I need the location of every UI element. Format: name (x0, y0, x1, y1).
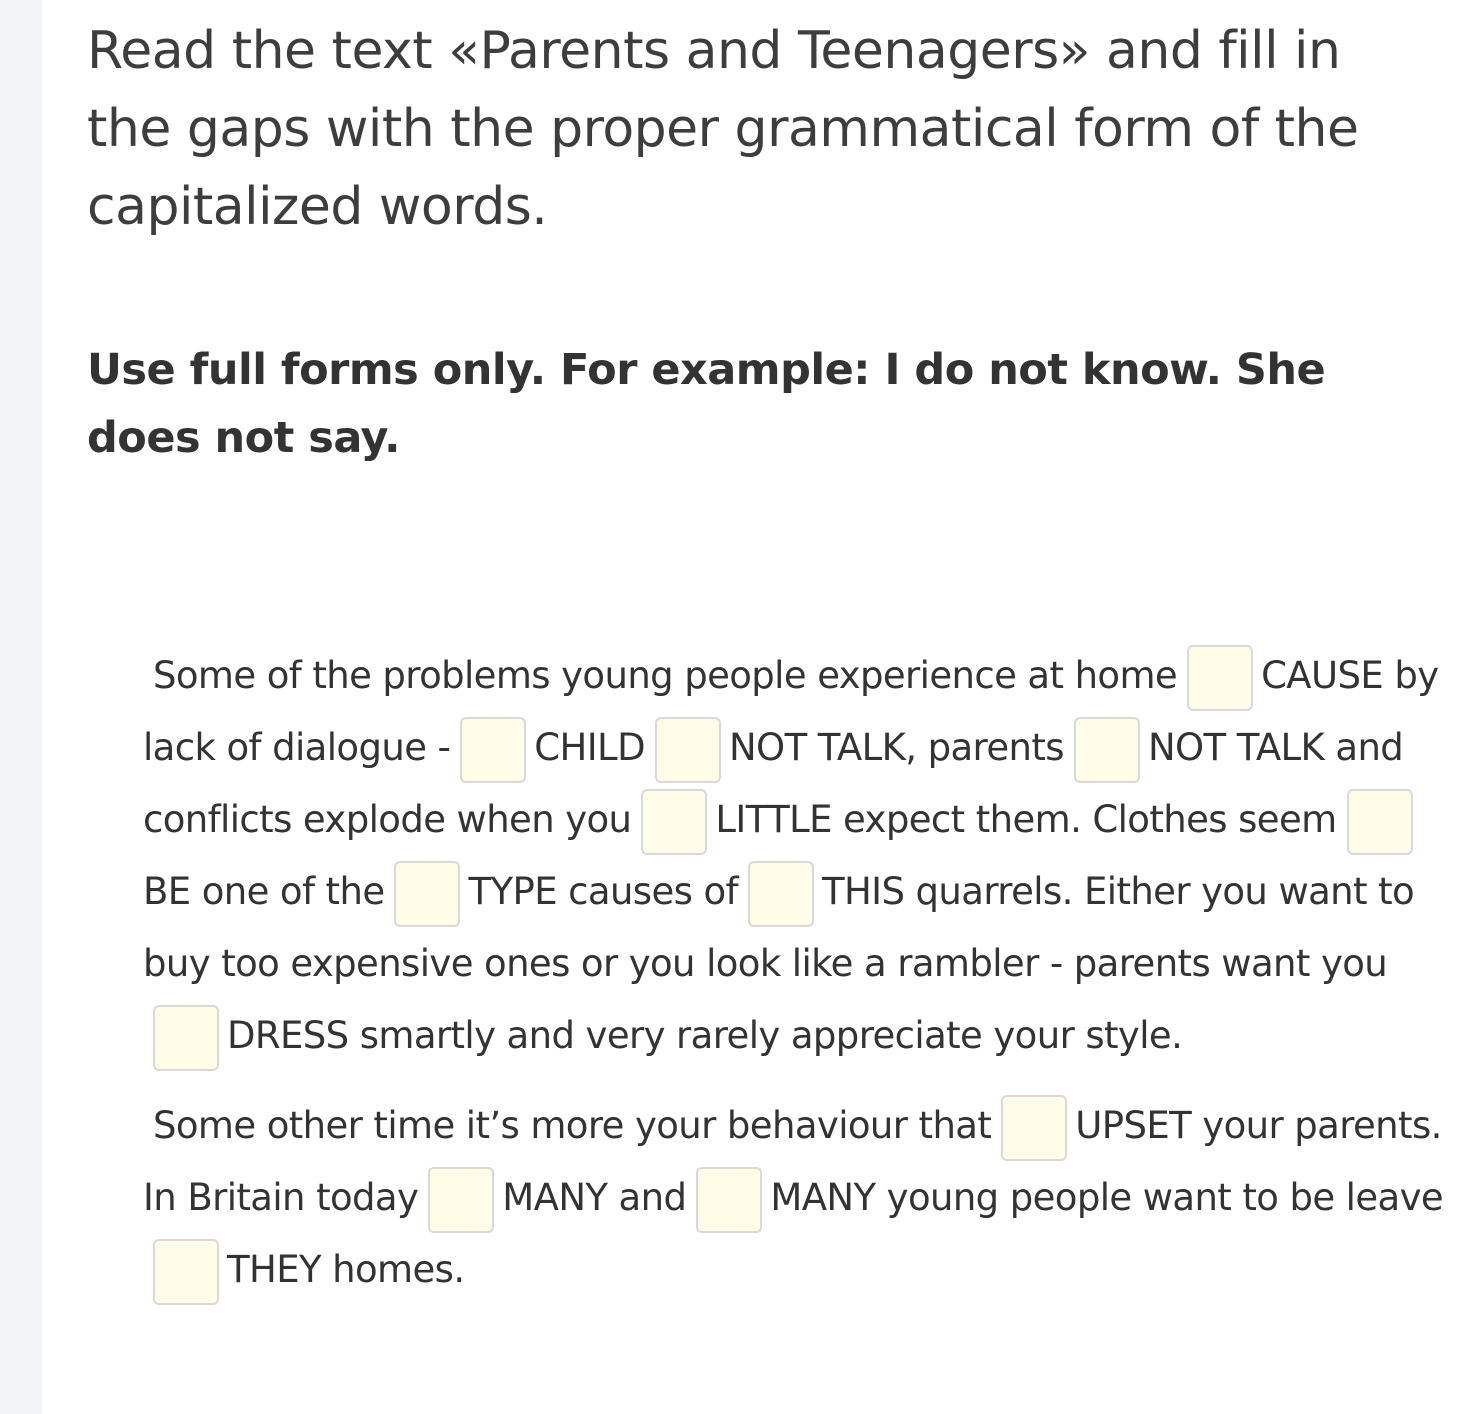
gap-input-5[interactable] (641, 789, 707, 855)
passage-text: BE one of the (143, 870, 385, 913)
passage-text: MANY and (502, 1176, 687, 1219)
gap-input-6[interactable] (1347, 789, 1413, 855)
passage-text: UPSET your parents. In Britain today (143, 1104, 1442, 1219)
gap-input-2[interactable] (460, 717, 526, 783)
task-note: Use full forms only. For example: I do not know. She does not say. (87, 345, 1326, 463)
passage-text: TYPE causes of (468, 870, 738, 913)
passage-text: THEY homes. (227, 1248, 465, 1291)
gap-input-12[interactable] (696, 1167, 762, 1233)
gap-input-11[interactable] (428, 1167, 494, 1233)
passage-text: THIS quarrels. Either you want to buy too expensive ones or you look like a rambler - parents want you (143, 870, 1415, 985)
passage-text: NOT TALK, parents (728, 726, 1064, 769)
gap-fill-passage (143, 640, 1453, 1324)
gap-input-10[interactable] (1001, 1095, 1067, 1161)
passage-text: Some of the problems young people experience at home (153, 654, 1178, 697)
gap-input-4[interactable] (1074, 717, 1140, 783)
passage-text: CHILD (534, 726, 645, 769)
passage-text: Some other time it’s more your behaviour that (153, 1104, 992, 1147)
passage-text: MANY young people want to be leave (770, 1176, 1444, 1219)
gap-input-7[interactable] (394, 861, 460, 927)
gap-input-13[interactable] (153, 1239, 219, 1305)
gap-input-9[interactable] (153, 1005, 219, 1071)
passage-paragraph-2 (143, 1090, 1453, 1306)
gap-input-1[interactable] (1187, 645, 1253, 711)
gap-input-8[interactable] (748, 861, 814, 927)
passage-text: LITTLE expect them. Clothes seem (715, 798, 1337, 841)
task-instruction: Read the text «Parents and Teenagers» and fill in the gaps with the proper grammatical form of the capitalized words. (87, 21, 1359, 237)
passage-paragraph-1 (143, 640, 1453, 1072)
passage-text: CAUSE by lack of dialogue - (143, 654, 1439, 769)
passage-text: NOT TALK and conflicts explode when you (143, 726, 1404, 841)
gap-input-3[interactable] (655, 717, 721, 783)
left-gutter (0, 0, 42, 1414)
passage-text: DRESS smartly and very rarely appreciate your style. (227, 1014, 1183, 1057)
